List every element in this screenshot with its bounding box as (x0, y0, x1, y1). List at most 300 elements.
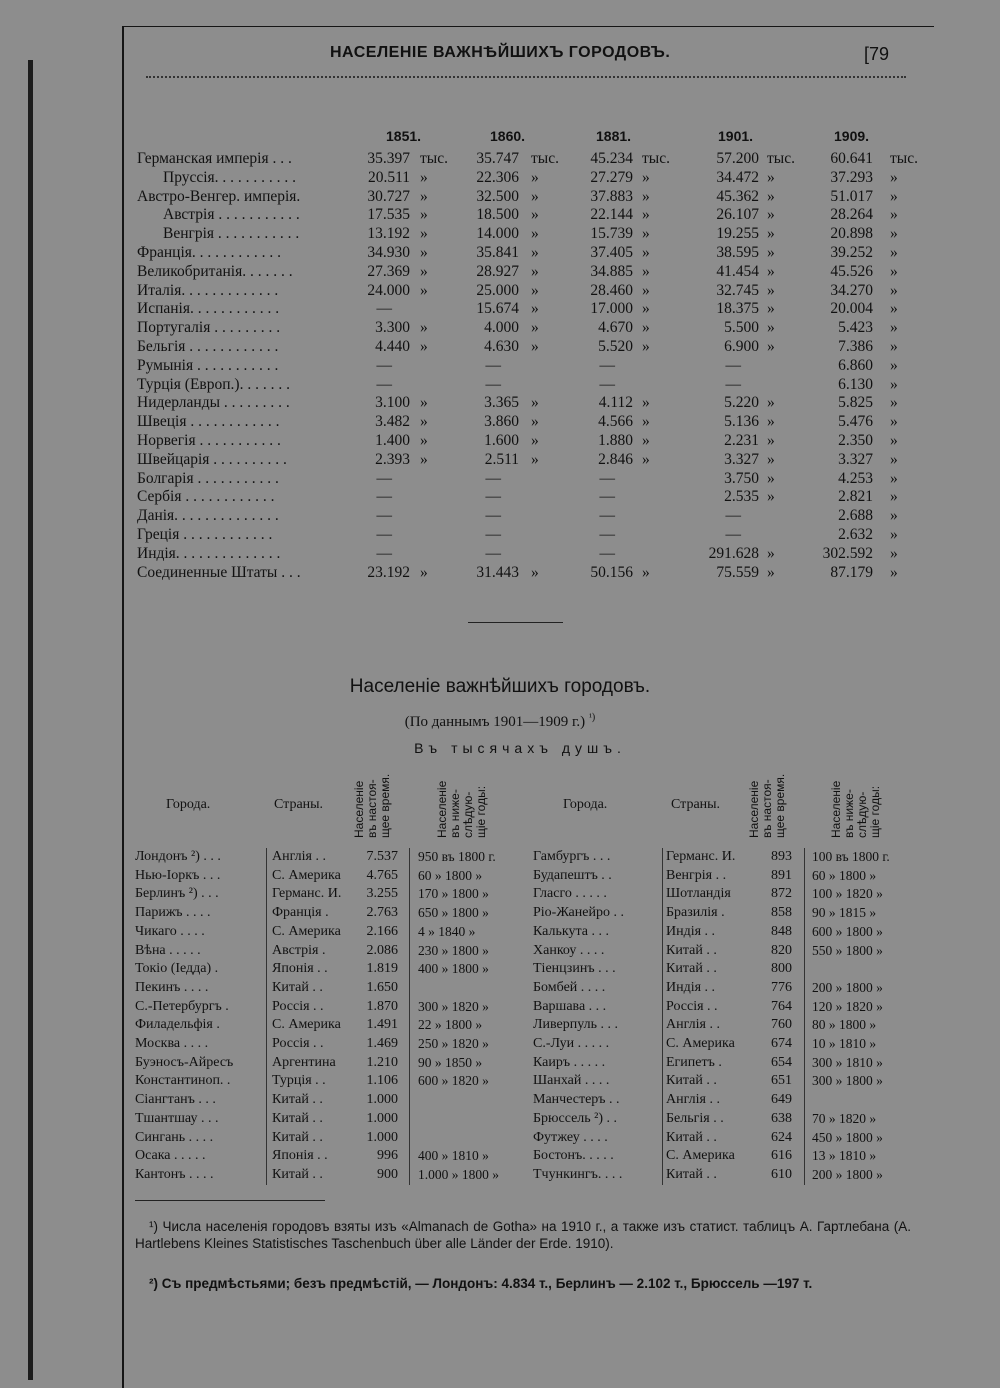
city-country: С. Америка (666, 1148, 735, 1164)
city-country: Аргентина (272, 1054, 336, 1070)
unit-mark: » (420, 394, 428, 412)
unit-mark: » (890, 394, 898, 412)
unit-mark: » (531, 432, 539, 449)
country-value: 1.600 (484, 432, 519, 449)
city-name: Сингань . . . . (135, 1129, 214, 1145)
country-value: 2.632 (838, 526, 873, 543)
country-value: 35.397 (367, 150, 410, 167)
country-value: — (599, 526, 615, 543)
city-population: 900 (377, 1166, 398, 1182)
unit-mark: » (767, 300, 775, 318)
country-value: 19.255 (716, 225, 759, 243)
city-name: Ливерпуль . . . (533, 1017, 618, 1033)
city-name: Константиноп. . (135, 1073, 231, 1089)
country-name: Соединенные Штаты . . . (137, 563, 301, 581)
country-value: — (376, 507, 392, 525)
page-number: [79 (864, 44, 890, 64)
country-value: 38.595 (716, 244, 759, 261)
city-country: Бельгія . . (666, 1110, 724, 1126)
city-historic: 1.000 » 1800 » (418, 1166, 499, 1182)
country-name: Турція (Европ.). . . . . . . (137, 375, 290, 393)
unit-mark: » (890, 432, 898, 449)
cities-subtitle: (По даннымъ 1901—1909 г.) (404, 714, 586, 730)
city-historic: 450 » 1800 » (812, 1129, 883, 1145)
footnote-rule (135, 1200, 325, 1201)
unit-mark: » (420, 338, 428, 355)
country-value: 4.112 (598, 394, 633, 412)
unit-mark: » (642, 450, 650, 468)
country-value: 3.365 (484, 394, 519, 412)
country-value: 6.130 (838, 375, 873, 393)
country-value: 75.559 (716, 563, 759, 581)
country-value: — (485, 507, 501, 525)
city-population: 1.870 (366, 998, 398, 1014)
unit-mark: » (642, 262, 650, 280)
city-country: Китай . . (666, 1073, 717, 1089)
page-title: НАСЕЛЕНІЕ ВАЖНѢЙШИХЪ ГОРОДОВЪ. (330, 44, 671, 61)
city-name: Будапештъ . . (533, 867, 612, 883)
city-country: Германс. И. (666, 849, 736, 864)
city-country: Китай . . (666, 942, 717, 958)
country-value: 2.821 (838, 488, 873, 506)
city-country: Англія . . (666, 1017, 720, 1033)
unit-mark: » (767, 469, 775, 487)
country-value: 34.472 (716, 168, 759, 186)
city-country: Англія . . (272, 849, 326, 864)
unit-mark: » (531, 563, 539, 581)
city-population: 776 (771, 979, 792, 995)
city-population: 891 (771, 867, 792, 883)
unit-mark: » (531, 262, 539, 280)
unit-mark: тыс. (531, 150, 559, 167)
unit-mark: » (767, 281, 775, 299)
rotated-header: щее время. (378, 773, 392, 838)
country-value: 2.511 (484, 450, 519, 468)
country-value: — (599, 544, 615, 562)
unit-mark: » (767, 413, 775, 431)
country-name: Румынія . . . . . . . . . . . (137, 356, 279, 374)
unit-mark: » (890, 168, 898, 186)
city-country: Индія . . (666, 923, 716, 939)
city-population: 2.086 (366, 942, 398, 958)
country-value: 3.100 (375, 394, 410, 412)
unit-mark: » (767, 432, 775, 449)
rotated-header: слѣдую- (461, 791, 475, 838)
country-value: 30.727 (367, 187, 410, 205)
country-name: Венгрія . . . . . . . . . . . (163, 225, 300, 243)
city-historic: 250 » 1820 » (418, 1036, 489, 1051)
country-name: Данія. . . . . . . . . . . . . . (137, 507, 279, 525)
unit-mark: » (420, 319, 428, 337)
city-historic: 170 » 1800 » (418, 886, 489, 902)
country-name: Швеція . . . . . . . . . . . . (137, 413, 280, 431)
unit-mark: » (420, 281, 428, 299)
city-historic: 22 » 1800 » (418, 1017, 483, 1033)
city-population: 848 (771, 923, 792, 939)
unit-mark: » (767, 244, 775, 261)
city-name: Парижъ . . . . (135, 905, 211, 921)
country-value: — (599, 507, 615, 525)
city-population: 1.819 (366, 961, 398, 977)
city-historic: 230 » 1800 » (418, 942, 489, 958)
unit-mark: тыс. (420, 150, 448, 167)
city-country: Китай . . (272, 1110, 323, 1126)
country-value: 2.231 (724, 432, 759, 449)
city-country: Германс. И. (272, 886, 342, 902)
country-value: 20.898 (830, 225, 873, 243)
city-historic: 400 » 1810 » (418, 1148, 489, 1164)
unit-mark: » (767, 168, 775, 186)
city-country: С. Америка (272, 867, 341, 883)
unit-mark: » (890, 262, 898, 280)
country-value: 5.220 (724, 394, 759, 412)
year-header: 1881. (596, 128, 632, 144)
city-name: Тіенцзинъ . . . (533, 961, 616, 977)
unit-mark: » (890, 225, 898, 243)
country-value: 57.200 (716, 150, 759, 167)
city-population: 2.166 (366, 923, 398, 939)
city-population: 858 (771, 905, 792, 921)
country-name: Болгарія . . . . . . . . . . . (137, 469, 279, 487)
header-cities-right: Города. (563, 797, 608, 812)
country-value: — (376, 544, 392, 562)
country-value: 14.000 (476, 225, 519, 243)
city-country: Египетъ . (666, 1054, 722, 1070)
unit-mark: » (767, 206, 775, 224)
country-value: 5.136 (724, 413, 759, 431)
unit-mark: » (767, 394, 775, 412)
unit-mark: » (767, 187, 775, 205)
city-name: Манчестеръ . . (533, 1092, 620, 1108)
city-historic: 100 въ 1800 г. (812, 849, 890, 864)
unit-mark: » (531, 187, 539, 205)
city-country: Китай . . (272, 1092, 323, 1108)
country-value: — (376, 356, 392, 374)
country-value: 60.641 (830, 150, 873, 167)
unit-mark: » (642, 244, 650, 261)
city-population: 616 (771, 1148, 792, 1164)
country-value: 26.107 (716, 206, 759, 224)
city-historic: 10 » 1810 » (812, 1036, 877, 1051)
city-name: Футжеу . . . . (533, 1129, 608, 1145)
unit-mark: » (642, 394, 650, 412)
rotated-header: щіе годы: (474, 785, 488, 838)
city-name: Тчункингъ. . . . (533, 1166, 623, 1182)
country-value: — (725, 507, 741, 525)
unit-mark: » (531, 450, 539, 468)
unit-mark: » (890, 544, 898, 562)
unit-mark: » (642, 300, 650, 318)
unit-mark: » (890, 281, 898, 299)
city-country: Венгрія . . (666, 867, 727, 883)
country-value: 3.860 (484, 413, 519, 431)
country-value: — (376, 375, 392, 393)
unit-mark: » (642, 319, 650, 337)
country-value: 13.192 (367, 225, 410, 243)
unit-mark: » (642, 206, 650, 224)
city-country: С. Америка (272, 1017, 341, 1033)
country-value: 24.000 (367, 281, 410, 299)
country-value: 23.192 (367, 563, 410, 581)
country-value: 32.745 (716, 281, 759, 299)
country-value: — (725, 375, 741, 393)
country-value: 3.327 (838, 450, 873, 468)
country-value: 18.375 (716, 300, 759, 318)
country-value: — (599, 356, 615, 374)
city-country: Англія . . (666, 1092, 720, 1108)
country-value: — (376, 488, 392, 506)
country-value: 6.900 (724, 338, 759, 355)
country-value: 4.000 (484, 319, 519, 337)
country-value: 34.270 (830, 281, 873, 299)
unit-mark: » (767, 488, 775, 506)
column-divider (804, 848, 805, 1185)
country-value: — (599, 375, 615, 393)
column-divider (662, 848, 663, 1185)
header-cities-left: Города. (166, 797, 211, 812)
rotated-header: въ настоя- (760, 779, 774, 838)
city-historic: 90 » 1815 » (812, 905, 877, 921)
unit-mark: » (642, 338, 650, 355)
city-population: 3.255 (366, 886, 398, 902)
country-value: 51.017 (830, 187, 873, 205)
city-historic: 550 » 1800 » (812, 942, 883, 958)
city-country: Китай . . (272, 1129, 323, 1145)
city-population: 649 (771, 1092, 792, 1108)
unit-mark: » (420, 413, 428, 431)
country-value: 291.628 (708, 544, 759, 562)
country-value: 32.500 (476, 187, 519, 205)
city-population: 893 (771, 849, 792, 864)
unit-mark: » (420, 244, 428, 261)
footnote-1: ¹) Числа населенія городовъ взяты изъ «Almanach de Gotha» на 1910 г., а также изъ статист. таблицъ А. Гартлебана (A. Hartlebens Kleines Statistisches Taschenbuch über alle Länder der Erde. 1910). (135, 1219, 911, 1251)
city-historic: 200 » 1800 » (812, 979, 883, 995)
city-country: Шотландія (666, 886, 731, 902)
city-population: 872 (771, 886, 792, 902)
unit-mark: » (642, 563, 650, 581)
rotated-header: Населеніе (829, 780, 843, 838)
footnote-2: ²) Съ предмѣстьями; безъ предмѣстій, — Лондонъ: 4.834 т., Берлинъ — 2.102 т., Брюссель —197 т. (149, 1276, 813, 1291)
country-value: 3.482 (375, 413, 410, 431)
unit-mark: » (642, 432, 650, 449)
unit-mark: » (890, 300, 898, 318)
unit-mark: тыс. (767, 150, 795, 167)
country-value: 39.252 (830, 244, 873, 261)
city-name: Буэносъ-Айресъ (135, 1054, 234, 1070)
country-value: 18.500 (476, 206, 519, 224)
city-country: Австрія . (272, 942, 326, 958)
country-value: — (725, 356, 741, 374)
unit-mark: » (642, 168, 650, 186)
rotated-header: щее время. (773, 773, 787, 838)
city-historic: 300 » 1800 » (812, 1073, 883, 1089)
city-name: Лондонъ ²) . . . (135, 849, 221, 864)
country-value: — (599, 469, 615, 487)
rotated-header: въ ниже- (448, 789, 462, 838)
city-historic: 120 » 1820 » (812, 998, 883, 1014)
city-historic: 100 » 1820 » (812, 886, 883, 902)
city-historic: 80 » 1800 » (812, 1017, 877, 1033)
country-value: 4.566 (598, 413, 633, 431)
city-name: Калькута . . . (533, 923, 609, 939)
rotated-header: въ ниже- (842, 789, 856, 838)
year-header: 1909. (834, 128, 870, 144)
unit-mark: » (890, 356, 898, 374)
country-value: 5.500 (724, 319, 759, 337)
country-value: — (376, 469, 392, 487)
country-value: 34.885 (590, 262, 633, 280)
country-name: Германская имперія . . . (137, 150, 292, 167)
country-value: 25.000 (476, 281, 519, 299)
column-divider (266, 848, 267, 1185)
country-value: 20.004 (830, 300, 873, 318)
city-historic: 300 » 1810 » (812, 1054, 883, 1070)
city-name: Бостонъ. . . . . (533, 1148, 614, 1164)
unit-mark: » (531, 281, 539, 299)
city-country: Китай . . (272, 1166, 323, 1182)
unit-mark: » (531, 338, 539, 355)
country-name: Индія. . . . . . . . . . . . . . (137, 544, 281, 562)
city-population: 1.210 (366, 1054, 398, 1070)
country-name: Австрія . . . . . . . . . . . (163, 206, 300, 224)
city-country: Бразилія . (666, 905, 725, 921)
unit-mark: » (531, 225, 539, 243)
city-country: Китай . . (272, 979, 323, 995)
country-value: 5.476 (838, 413, 873, 431)
city-name: Сіангтанъ . . . (135, 1092, 216, 1108)
country-value: 17.000 (590, 300, 633, 318)
country-name: Великобританія. . . . . . . (137, 262, 293, 280)
city-historic: 200 » 1800 » (812, 1166, 883, 1182)
unit-mark: » (890, 450, 898, 468)
city-country: Китай . . (666, 1166, 717, 1182)
year-header: 1901. (718, 128, 754, 144)
rotated-header: Населеніе (747, 780, 761, 838)
country-value: — (599, 488, 615, 506)
city-name: Ханкоу . . . . (533, 942, 605, 958)
unit-mark: » (642, 281, 650, 299)
cities-section-title: Населеніе важнѣйшихъ городовъ. (349, 676, 651, 697)
unit-mark: » (890, 375, 898, 393)
city-name: Филадельфія . (135, 1017, 220, 1033)
unit-mark: » (767, 319, 775, 337)
city-historic: 13 » 1810 » (812, 1148, 877, 1164)
unit-mark: » (890, 526, 898, 543)
city-country: Турція . . (272, 1073, 326, 1089)
city-historic: 70 » 1820 » (812, 1110, 877, 1126)
country-value: — (376, 300, 392, 318)
country-value: 7.386 (838, 338, 873, 355)
city-historic: 600 » 1800 » (812, 923, 883, 939)
country-value: 3.300 (375, 319, 410, 337)
unit-mark: » (890, 413, 898, 431)
year-header: 1851. (386, 128, 422, 144)
country-value: — (725, 526, 741, 543)
city-name: Вѣна . . . . . (135, 942, 201, 958)
country-value: 1.400 (375, 432, 410, 449)
city-population: 1.650 (366, 979, 398, 995)
country-name: Испанія. . . . . . . . . . . . (137, 300, 280, 318)
city-name: Каиръ . . . . . (533, 1054, 606, 1070)
country-value: 15.674 (476, 300, 519, 318)
country-name: Греція . . . . . . . . . . . . (137, 526, 273, 543)
country-value: 302.592 (822, 544, 873, 562)
unit-mark: » (420, 563, 428, 581)
city-name: Бомбей . . . . (533, 979, 606, 995)
units-caption: Въ тысячахъ душъ. (414, 740, 626, 756)
city-historic: 600 » 1820 » (418, 1073, 489, 1089)
unit-mark: » (531, 413, 539, 431)
unit-mark: » (420, 206, 428, 224)
unit-mark: » (890, 488, 898, 506)
city-population: 4.765 (366, 867, 398, 883)
city-country: Россія . . (666, 998, 718, 1014)
country-value: 28.264 (830, 206, 873, 224)
country-name: Норвегія . . . . . . . . . . . (137, 432, 281, 449)
country-value: 28.927 (476, 262, 519, 280)
country-value: 27.279 (590, 168, 633, 186)
country-value: 4.670 (598, 319, 633, 337)
unit-mark: » (531, 168, 539, 186)
unit-mark: » (890, 187, 898, 205)
unit-mark: » (642, 225, 650, 243)
country-value: — (485, 356, 501, 374)
city-population: 7.537 (366, 849, 398, 864)
city-country: Китай . . (666, 961, 717, 977)
country-value: 15.739 (590, 225, 633, 243)
unit-mark: » (420, 168, 428, 186)
country-name: Нидерланды . . . . . . . . . (137, 394, 290, 412)
unit-mark: » (890, 563, 898, 581)
country-value: 87.179 (830, 563, 873, 581)
country-value: — (485, 544, 501, 562)
unit-mark: » (890, 244, 898, 261)
unit-mark: » (420, 187, 428, 205)
unit-mark: » (767, 450, 775, 468)
city-historic: 60 » 1800 » (418, 867, 483, 883)
header-countries-right: Страны. (671, 797, 721, 812)
country-name: Италія. . . . . . . . . . . . . (137, 281, 279, 299)
country-value: 37.883 (590, 187, 633, 205)
unit-mark: » (890, 206, 898, 224)
country-value: 45.234 (590, 150, 633, 167)
unit-mark: » (531, 394, 539, 412)
unit-mark: » (890, 319, 898, 337)
country-value: 3.750 (724, 469, 759, 487)
city-population: 638 (771, 1110, 792, 1126)
city-population: 1.491 (366, 1017, 398, 1033)
city-population: 1.000 (366, 1092, 398, 1108)
country-value: 50.156 (590, 563, 633, 581)
city-population: 1.106 (366, 1073, 398, 1089)
country-value: 2.535 (724, 488, 759, 506)
city-country: Россія . . (272, 998, 324, 1014)
city-name: Нью-Іоркъ . . . (135, 867, 221, 883)
city-historic: 300 » 1820 » (418, 998, 489, 1014)
rotated-header: въ настоя- (365, 779, 379, 838)
city-population: 674 (771, 1036, 792, 1051)
country-value: 45.526 (830, 262, 873, 280)
city-population: 996 (377, 1148, 398, 1164)
unit-mark: » (531, 244, 539, 261)
column-divider (409, 848, 410, 1185)
country-value: — (485, 526, 501, 543)
city-country: Японія . . (272, 1148, 328, 1164)
unit-mark: тыс. (890, 150, 918, 167)
country-value: — (485, 488, 501, 506)
city-country: Франція . (272, 905, 329, 921)
rotated-header: Населеніе (435, 780, 449, 838)
